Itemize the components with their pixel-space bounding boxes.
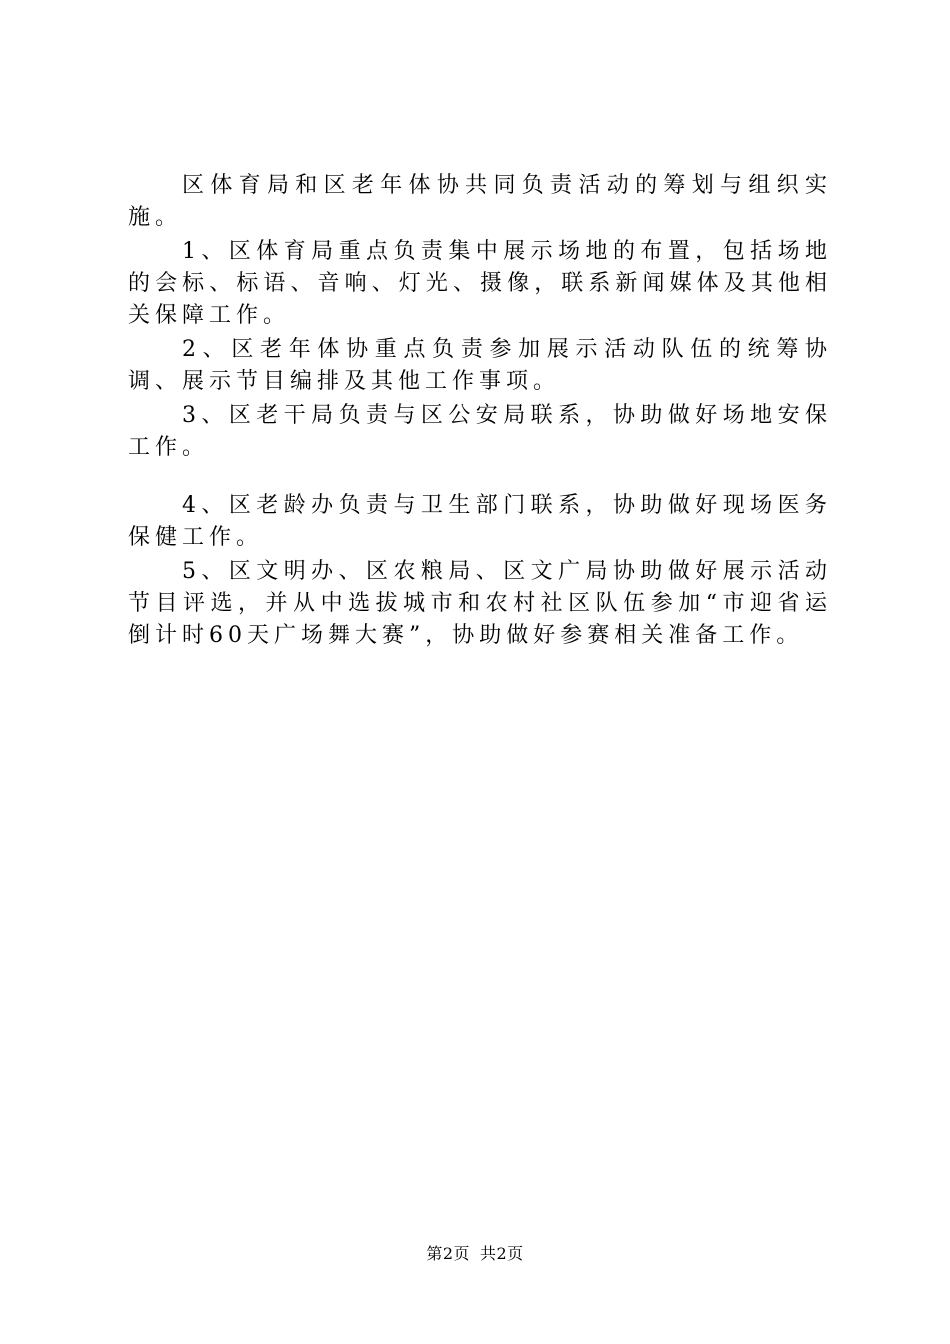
paragraph-item-3: 3、区老干局负责与区公安局联系，协助做好场地安保工作。 [128, 403, 832, 460]
paragraph-item-1: 1、区体育局重点负责集中展示场地的布置，包括场地的会标、标语、音响、灯光、摄像，联系新闻媒体及其他相关保障工作。 [128, 239, 832, 328]
page-number-total: 共2页 [480, 1244, 524, 1263]
paragraph-intro: 区体育局和区老年体协共同负责活动的筹划与组织实施。 [128, 173, 832, 230]
paragraph-item-5: 5、区文明办、区农粮局、区文广局协助做好展示活动节目评选，并从中选拔城市和农村社区队伍参加“市迎省运倒计时60天广场舞大赛”，协助做好参赛相关准备工作。 [128, 559, 832, 648]
page-footer [0, 1243, 950, 1265]
paragraph-item-2: 2、区老年体协重点负责参加展示活动队伍的统筹协调、展示节目编排及其他工作事项。 [128, 337, 832, 394]
page-number-current: 第2页 [426, 1244, 470, 1263]
paragraph-item-4: 4、区老龄办负责与卫生部门联系，协助做好现场医务保健工作。 [128, 493, 832, 550]
document-body [128, 170, 832, 654]
